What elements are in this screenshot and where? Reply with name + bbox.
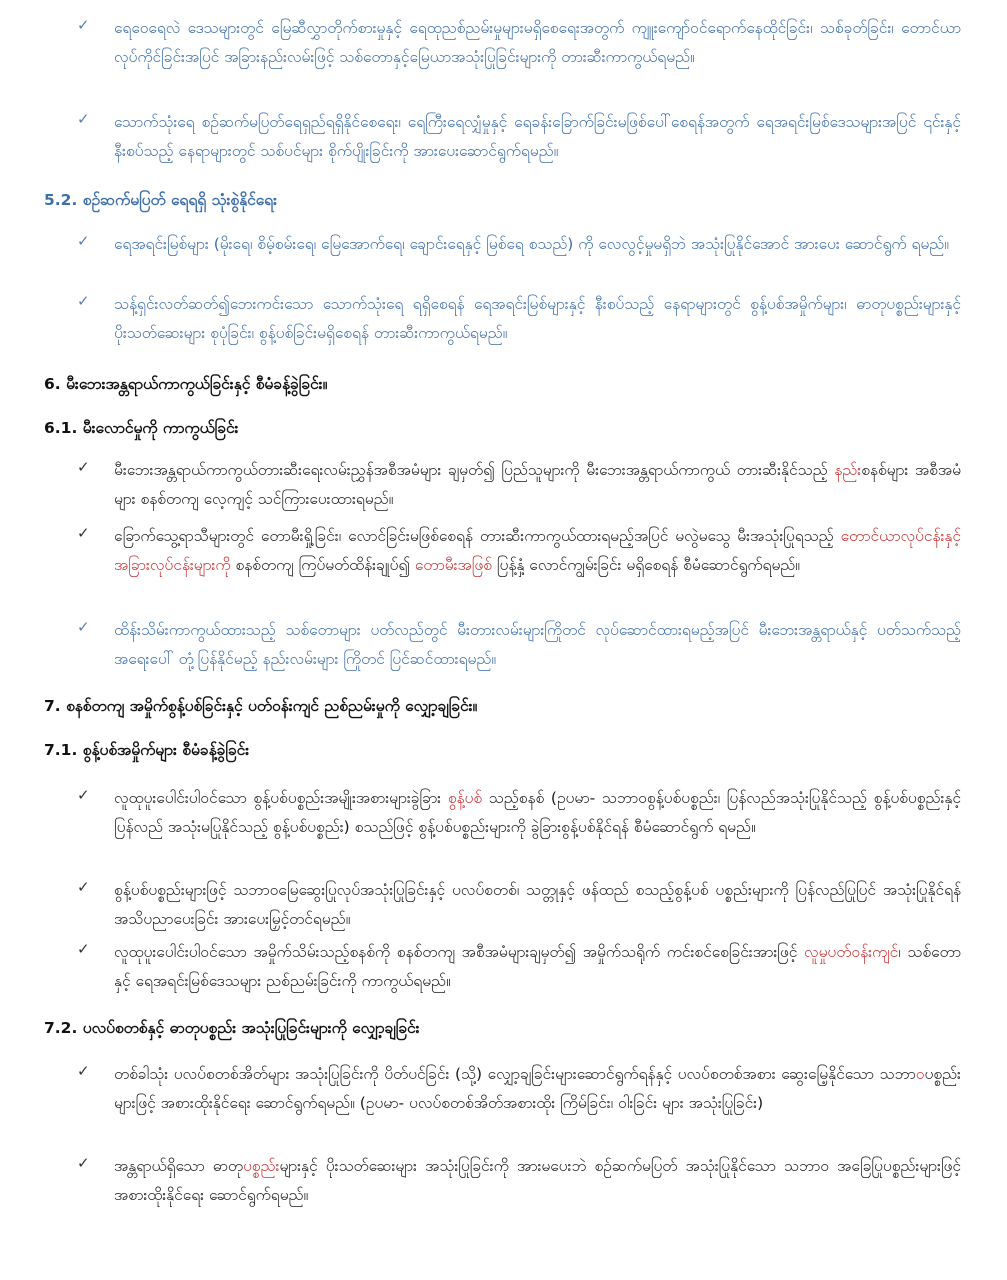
highlight-text: တောင်ယာလုပ်ငန်းနှင့် အခြားလုပ်ငန်းများကို xyxy=(114,527,961,574)
check-mark-icon: ✓ xyxy=(77,618,90,636)
highlight-text: ဝ xyxy=(915,1065,925,1083)
list-item xyxy=(77,14,961,100)
highlight-text: ပစ္စည်း xyxy=(242,1157,280,1175)
section-heading: 6. မီးဘေးအန္တရာယ်ကာကွယ်ခြင်းနှင့် စီမံခန့်ခွဲခြင်း။ xyxy=(44,375,328,393)
list-item xyxy=(77,290,961,348)
list-item xyxy=(77,108,961,166)
check-mark-icon: ✓ xyxy=(77,1154,90,1172)
highlight-text: နည်း xyxy=(834,461,862,479)
subsection-heading: 6.1. မီးလောင်မှုကို ကာကွယ်ခြင်း xyxy=(44,419,239,437)
list-item xyxy=(77,876,961,934)
check-mark-icon: ✓ xyxy=(77,524,90,542)
section-heading: 7. စနစ်တကျ အမှိုက်စွန့်ပစ်ခြင်းနှင့် ပတ်ဝန်းကျင် ညစ်ညမ်းမှုကို လျှော့ချခြင်း။ xyxy=(44,697,478,715)
list-item-text: သန့်ရှင်းလတ်ဆတ်၍ဘေးကင်းသော သောက်သုံးရေ ရရှိစေရန် ရေအရင်းမြစ်များနှင့် နီးစပ်သည့် နေရာများတွင် စွန့်ပစ်အမှိုက်များ၊ ဓာတုပစ္စည်းများနှင့် ပိုးသတ်ဆေးများ စုပုံခြင်း၊ စွန့်ပစ်ခြင်းမရှိစေရန် တားဆီးကာကွယ်ရမည်။ xyxy=(114,295,961,342)
check-mark-icon: ✓ xyxy=(77,940,90,958)
list-item xyxy=(77,784,961,870)
subsection-heading: 7.1. စွန့်ပစ်အမှိုက်များ စီမံခန့်ခွဲခြင်း xyxy=(44,741,250,759)
highlight-text: စွန့်ပစ် xyxy=(447,789,483,807)
list-item-text: အန္တရာယ်ရှိသော ဓာတုပစ္စည်းများနှင့် ပိုးသတ်ဆေးများ အသုံးပြုခြင်းကို အားမပေးဘဲ စဉ်ဆက်မပြတ် အသုံးပြုနိုင်သော သဘာဝ အခြေပြုပစ္စည်းများဖြင့် အစားထိုးနိုင်ရေး ဆောင်ရွက်ရမည်။ xyxy=(114,1157,962,1204)
list-item-text: လူထုပူးပေါင်းပါဝင်သော စွန့်ပစ်ပစ္စည်းအမျိုးအစားများခွဲခြား စွန့်ပစ် သည့်စနစ် (ဥပမာ- သဘာဝစွန့်ပစ်ပစ္စည်း၊ ပြန်လည်အသုံးပြုနိုင်သည့် စွန့်ပစ်ပစ္စည်းနှင့် ပြန်လည် အသုံးမပြုနိုင်သည့် စွန့်ပစ်ပစ္စည်း) စသည်ဖြင့် စွန့်ပစ်ပစ္စည်းများကို ခွဲခြားစွန့်ပစ်နိုင်ရန် စီမံဆောင်ရွက် ရမည်။ xyxy=(114,789,961,836)
check-mark-icon: ✓ xyxy=(77,786,90,804)
check-mark-icon: ✓ xyxy=(77,232,90,250)
section-heading: 5.2. စဉ်ဆက်မပြတ် ရေရရှိ သုံးစွဲနိုင်ရေး xyxy=(44,191,278,209)
list-item-text: တစ်ခါသုံး ပလပ်စတစ်အိတ်များ အသုံးပြုခြင်းကို ပိတ်ပင်ခြင်း (သို့) လျှော့ချခြင်းများဆောင်ရွက်ရန်နှင့် ပလပ်စတစ်အစား ဆွေးမြေ့နိုင်သော သဘာဝပစ္စည်းများဖြင့် အစားထိုးနိုင်ရေး ဆောင်ရွက်ရမည်။ (ဥပမာ- ပလပ်စတစ်အိတ်အစားထိုး ကြိမ်ခြင်း၊ ဝါးခြင်း များ အသုံးပြုခြင်း) xyxy=(114,1065,961,1112)
list-item xyxy=(77,456,961,514)
highlight-text: တောမီးအဖြစ် xyxy=(414,556,492,574)
highlight-text: လူမှုပတ်ဝန်းကျင် xyxy=(804,943,899,961)
list-item xyxy=(77,938,961,996)
check-mark-icon: ✓ xyxy=(77,16,90,34)
list-item-text: ခြောက်သွေ့ရာသီများတွင် တောမီးရှို့ခြင်း၊ လောင်ခြင်းမဖြစ်စေရန် တားဆီးကာကွယ်ထားရမည့်အပြင် မလွဲမသွေ မီးအသုံးပြုရသည့် တောင်ယာလုပ်ငန်းနှင့် အခြားလုပ်ငန်းများကို စနစ်တကျ ကြပ်မတ်ထိန်းချုပ်၍ တောမီးအဖြစ် ပြန့်နှံ့ လောင်ကျွမ်းခြင်း မရှိစေရန် စီမံဆောင်ရွက်ရမည်။ xyxy=(114,527,961,574)
list-item xyxy=(77,522,961,608)
check-mark-icon: ✓ xyxy=(77,292,90,310)
check-mark-icon: ✓ xyxy=(77,110,90,128)
check-mark-icon: ✓ xyxy=(77,1062,90,1080)
list-item-text: သောက်သုံးရေ စဉ်ဆက်မပြတ်ရေရှည်ရရှိနိုင်စေရေး၊ ရေကြီးရေလျှံမှုနှင့် ရေခန်းခြောက်ခြင်းမဖြစ်ပေါ်စေရန်အတွက် ရေအရင်းမြစ်ဒေသများအပြင် ၎င်းနှင့်နီးစပ်သည့် နေရာများတွင် သစ်ပင်များ စိုက်ပျိုးခြင်းကို အားပေးဆောင်ရွက်ရမည်။ xyxy=(114,113,961,160)
list-item xyxy=(77,616,961,674)
list-item xyxy=(77,230,961,288)
list-item-text: လူထုပူးပေါင်းပါဝင်သော အမှိုက်သိမ်းသည့်စနစ်ကို စနစ်တကျ အစီအမံများချမှတ်၍ အမှိုက်သရိုက် ကင်းစင်စေခြင်းအားဖြင့် လူမှုပတ်ဝန်းကျင်၊ သစ်တောနှင့် ရေအရင်းမြစ်ဒေသများ ညစ်ညမ်းခြင်းကို ကာကွယ်ရမည်။ xyxy=(114,943,961,990)
list-item-text: စွန့်ပစ်ပစ္စည်းများဖြင့် သဘာဝမြေဆွေးပြုလုပ်အသုံးပြုခြင်းနှင့် ပလပ်စတစ်၊ သတ္တုနှင့် ဖန်ထည် စသည့်စွန့်ပစ် ပစ္စည်းများကို ပြန်လည်ပြုပြင် အသုံးပြုနိုင်ရန်အသိပညာပေးခြင်း အားပေးမြှင့်တင်ရမည်။ xyxy=(114,881,961,928)
list-item-text: ရေအရင်းမြစ်များ (မိုးရေ၊ စိမ့်စမ်းရေ၊ မြေအောက်ရေ၊ ချောင်းရေနှင့် မြစ်ရေ စသည်) ကို လေလွင့်မှုမရှိဘဲ အသုံးပြုနိုင်အောင် အားပေး ဆောင်ရွက် ရမည်။ xyxy=(114,235,949,253)
check-mark-icon: ✓ xyxy=(77,878,90,896)
list-item-text: ရေဝေရေလဲ ဒေသများတွင် မြေဆီလွှာတိုက်စားမှုနှင့် ရေထုညစ်ညမ်းမှုများမရှိစေရေးအတွက် ကျူးကျော်ဝင်ရောက်နေထိုင်ခြင်း၊ သစ်ခုတ်ခြင်း၊ တောင်ယာလုပ်ကိုင်ခြင်းအပြင် အခြားနည်းလမ်းဖြင့် သစ်တောနှင့်မြေယာအသုံးပြုခြင်းများကို တားဆီးကာကွယ်ရမည်။ xyxy=(114,19,961,66)
list-item-text: ထိန်းသိမ်းကာကွယ်ထားသည့် သစ်တောများ ပတ်လည်တွင် မီးတားလမ်းများကြိုတင် လုပ်ဆောင်ထားရမည့်အပြင် မီးဘေးအန္တရာယ်နှင့် ပတ်သက်သည့် အရေးပေါ် တုံ့ပြန်နိုင်မည့် နည်းလမ်းများ ကြိုတင် ပြင်ဆင်ထားရမည်။ xyxy=(114,621,961,668)
subsection-heading: 7.2. ပလပ်စတစ်နှင့် ဓာတုပစ္စည်း အသုံးပြုခြင်းများကို လျှော့ချခြင်း xyxy=(44,1019,420,1037)
check-mark-icon: ✓ xyxy=(77,458,90,476)
list-item xyxy=(77,1060,961,1146)
list-item-text: မီးဘေးအန္တရာယ်ကာကွယ်တားဆီးရေးလမ်းညွှန်အစီအမံများ ချမှတ်၍ ပြည်သူများကို မီးဘေးအန္တရာယ်ကာကွယ် တားဆီးနိုင်သည့် နည်းစနစ်များ အစီအမံများ စနစ်တကျ လေ့ကျင့် သင်ကြားပေးထားရမည်။ xyxy=(114,461,961,508)
list-item xyxy=(77,1152,961,1210)
